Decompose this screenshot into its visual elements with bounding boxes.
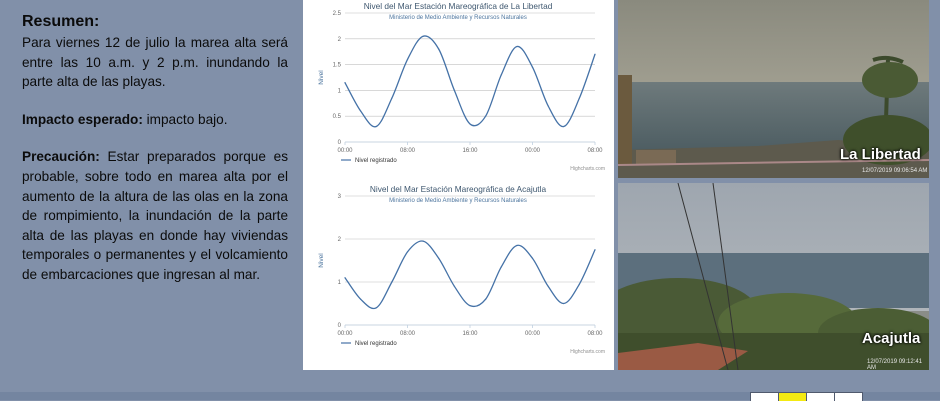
x-tick-label: 16:00 bbox=[462, 331, 478, 337]
data-point bbox=[501, 266, 502, 267]
data-point bbox=[407, 251, 408, 252]
data-point bbox=[485, 299, 486, 300]
y-tick-label: 0.5 bbox=[332, 114, 341, 121]
data-point bbox=[469, 305, 470, 306]
data-point bbox=[516, 245, 517, 246]
webcam-label-acajutla: Acajutla bbox=[862, 330, 921, 347]
y-tick-label: 0 bbox=[337, 323, 341, 329]
x-tick-label: 00:00 bbox=[337, 331, 353, 337]
data-point bbox=[469, 123, 470, 124]
x-tick-label: 16:00 bbox=[462, 148, 478, 154]
webcam-label-la-libertad: La Libertad bbox=[840, 146, 921, 163]
data-point bbox=[376, 307, 377, 308]
data-point bbox=[438, 49, 439, 50]
series-line bbox=[345, 36, 595, 127]
pager bbox=[750, 392, 862, 400]
webcam-timestamp-la-libertad: 12/07/2019 09:06:54 AM bbox=[862, 168, 928, 174]
data-point bbox=[344, 277, 345, 278]
y-tick-label: 2 bbox=[337, 36, 341, 43]
data-point bbox=[454, 286, 455, 287]
chart-subtitle: Ministerio de Medio Ambiente y Recursos Naturales bbox=[389, 15, 527, 21]
data-point bbox=[579, 284, 580, 285]
data-point bbox=[454, 90, 455, 91]
data-point bbox=[423, 36, 424, 37]
impact-label: Impacto esperado: bbox=[22, 111, 143, 127]
impact-value: impacto bajo. bbox=[142, 111, 228, 127]
x-tick-label: 08:00 bbox=[587, 331, 603, 337]
y-tick-label: 2 bbox=[337, 237, 341, 243]
y-tick-label: 1 bbox=[337, 280, 341, 286]
charts-panel bbox=[303, 0, 614, 370]
precaution-paragraph bbox=[22, 147, 288, 284]
data-point bbox=[563, 126, 564, 127]
data-point bbox=[563, 303, 564, 304]
data-point bbox=[516, 46, 517, 47]
y-axis-label: Nivel bbox=[318, 70, 325, 85]
webcam-la-libertad bbox=[618, 0, 929, 178]
data-point bbox=[438, 258, 439, 259]
data-point bbox=[360, 110, 361, 111]
data-point bbox=[548, 286, 549, 287]
chart-acajutla bbox=[303, 183, 614, 363]
x-tick-label: 00:00 bbox=[337, 148, 353, 154]
x-tick-label: 08:00 bbox=[399, 331, 416, 337]
legend-label: Nivel registrado bbox=[355, 341, 397, 347]
y-tick-label: 3 bbox=[337, 194, 341, 200]
y-tick-label: 0 bbox=[337, 140, 341, 146]
chart-credit: Highcharts.com bbox=[570, 349, 605, 355]
data-point bbox=[532, 258, 533, 259]
legend-label: Nivel registrado bbox=[355, 158, 397, 164]
y-tick-label: 1.5 bbox=[332, 62, 341, 69]
precaution-text: Estar preparados porque es probable, sobre todo en marea alta por el aumento de la altura de las olas en la zona de rompimiento, la inundación de la parte alta de las playas en donde hay viviendas temporales o permanentes y el volcamiento de embarcaciones que ingresan al mar. bbox=[22, 149, 288, 282]
data-point bbox=[594, 249, 595, 250]
x-tick-label: 08:00 bbox=[587, 148, 603, 154]
data-point bbox=[344, 82, 345, 83]
chart-la-libertad bbox=[303, 0, 614, 180]
data-point bbox=[407, 59, 408, 60]
y-tick-label: 1 bbox=[337, 88, 341, 95]
data-point bbox=[423, 241, 424, 242]
data-point bbox=[594, 54, 595, 55]
summary-heading: Resumen: bbox=[22, 13, 100, 30]
data-point bbox=[501, 74, 502, 75]
series-line bbox=[345, 241, 595, 309]
data-point bbox=[548, 105, 549, 106]
data-point bbox=[391, 281, 392, 282]
webcam-acajutla bbox=[618, 183, 929, 370]
y-tick-label: 2.5 bbox=[332, 11, 341, 17]
data-point bbox=[360, 299, 361, 300]
summary-panel bbox=[22, 12, 288, 303]
chart-credit: Highcharts.com bbox=[570, 166, 605, 172]
x-tick-label: 08:00 bbox=[399, 148, 416, 154]
x-tick-label: 00:00 bbox=[524, 148, 541, 154]
chart-title: Nivel del Mar Estación Mareográfica de Acajutla bbox=[369, 184, 547, 194]
data-point bbox=[376, 126, 377, 127]
data-point bbox=[532, 67, 533, 68]
precaution-label: Precaución: bbox=[22, 149, 100, 165]
x-tick-label: 00:00 bbox=[524, 331, 541, 337]
summary-text: Para viernes 12 de julio la marea alta será entre las 10 a.m. y 2 p.m. inundando la parte alta de las playas. bbox=[22, 35, 288, 90]
webcam-timestamp-acajutla: 12/07/2019 09:12:41 AM bbox=[867, 359, 923, 370]
chart-subtitle: Ministerio de Medio Ambiente y Recursos Naturales bbox=[389, 198, 527, 204]
impact-paragraph bbox=[22, 110, 288, 130]
data-point bbox=[485, 116, 486, 117]
data-point bbox=[391, 98, 392, 99]
data-point bbox=[579, 98, 580, 99]
chart-title: Nivel del Mar Estación Mareográfica de La Libertad bbox=[363, 1, 553, 11]
y-axis-label: Nivel bbox=[318, 253, 325, 268]
